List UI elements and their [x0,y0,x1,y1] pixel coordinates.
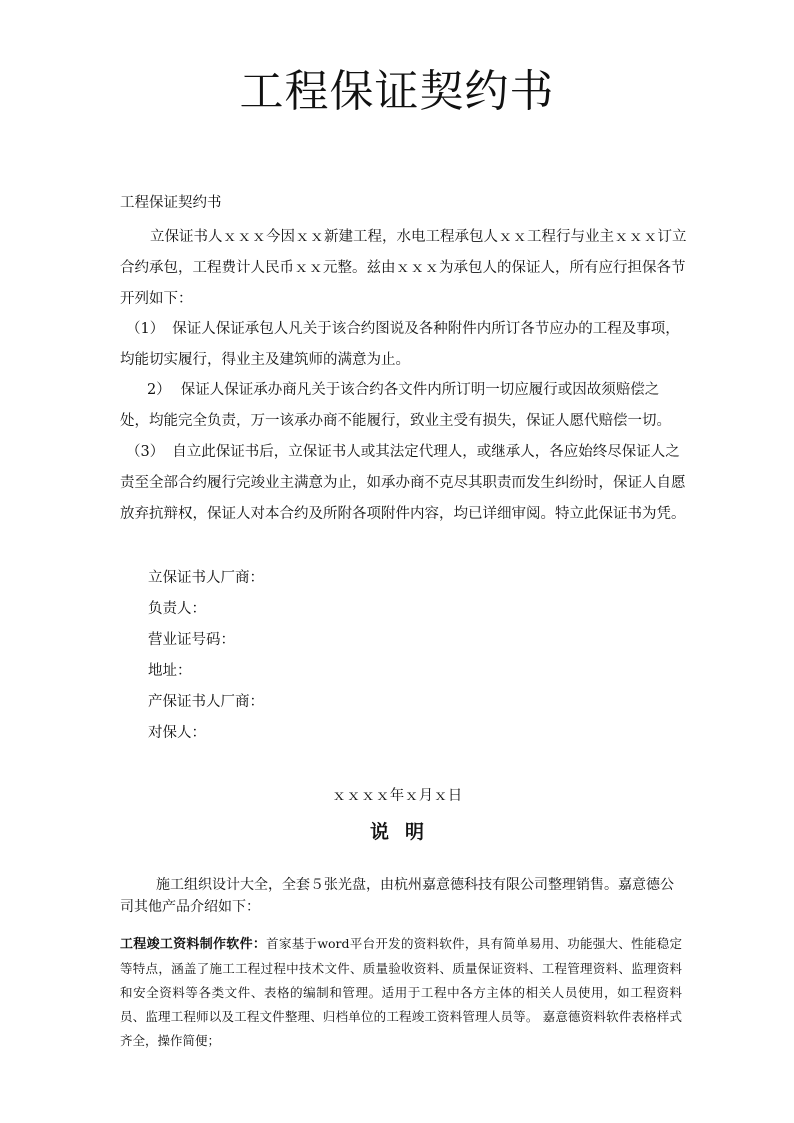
field-address: 地址： [148,663,192,679]
clause-text: 自立此保证书后，立保证书人或其法定代理人，或继承人，各应始终尽保证人之责至全部合约履行完竣业主满意为止，如承办商不克尽其职责而发生纠纷时，保证人自愿放弃抗辩权，保证人对本合约及所附各项附件内容，均已详细审阅。特立此保证书为凭。 [120,444,686,522]
intro-paragraph: 立保证书人ｘｘｘ今因ｘｘ新建工程，水电工程承包人ｘｘ工程行与业主ｘｘｘ订立合约承包，工程费计人民币ｘｘ元整。兹由ｘｘｘ为承包人的保证人，所有应行担保各节开列如下： [120,229,687,307]
document-date: ｘｘｘｘ年ｘ月ｘ日 [331,788,463,804]
product-description [120,932,682,1053]
product-text: 首家基于word平台开发的资料软件，具有简单易用、功能强大、性能稳定等特点，涵盖了施工工程过程中技术文件、质量验收资料、质量保证资料、工程管理资料、监理资料和安全资料等各类文件、表格的编制和管理。适用于工程中各方主体的相关人员使用，如工程资料员、监理工程师以及工程文件整理、归档单位的工程竣工资料管理人员等。 嘉意德资料软件表格样式齐全，操作简便； [120,936,682,1048]
note-paragraph: 施工组织设计大全，全套５张光盘，由杭州嘉意德科技有限公司整理销售。嘉意德公司其他产品介绍如下： [120,877,674,915]
note-title: 说明 [369,821,440,843]
clause-text: 保证人保证承办商凡关于该合约各文件内所订明一切应履行或因故须赔偿之处，均能完全负责，万一该承办商不能履行，致业主受有损失，保证人愿代赔偿一切。 [120,382,671,429]
clause-1 [120,314,688,376]
field-verifier: 对保人： [148,725,206,741]
product-name: 工程竣工资料制作软件： [120,937,267,952]
clause-number: 2） [147,382,171,398]
clause-3 [120,437,688,530]
field-business-license: 营业证号码： [148,632,235,648]
field-responsible-person: 负责人： [148,601,206,617]
clause-text: 保证人保证承包人凡关于该合约图说及各种附件内所订各节应办的工程及事项，均能切实履行，得业主及建筑师的满意为止。 [120,321,680,368]
clause-2 [120,375,688,437]
signature-fields [148,563,264,749]
clause-number: （3） [126,444,165,460]
field-guarantor-company: 立保证书人厂商： [148,570,264,586]
field-second-guarantor-company: 产保证书人厂商： [148,694,264,710]
sub-heading: 工程保证契约书 [120,195,222,211]
document-title: 工程保证契约书 [239,66,555,117]
clause-number: （1） [126,321,165,337]
